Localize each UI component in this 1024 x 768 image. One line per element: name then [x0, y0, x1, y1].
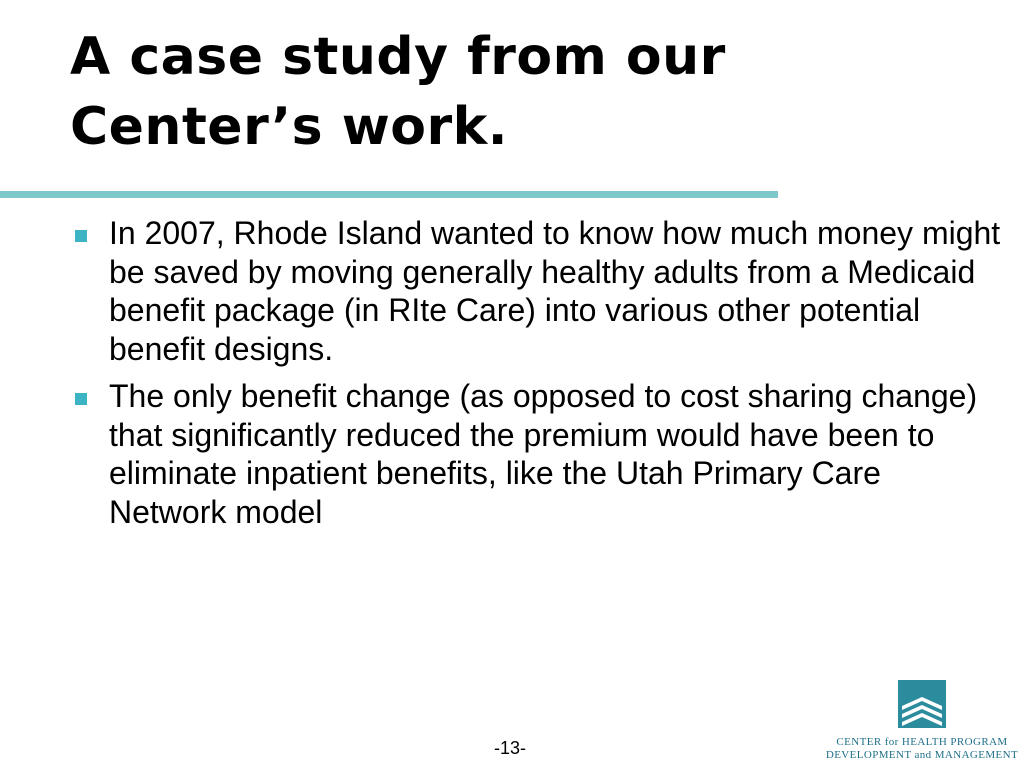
- bullet-item: [72, 377, 1007, 531]
- slide-title: [70, 22, 970, 162]
- logo-text-line-1: CENTER for HEALTH PROGRAM: [836, 736, 1008, 748]
- building-columns-icon: [898, 680, 946, 728]
- square-bullet-icon: [75, 393, 87, 405]
- organization-logo: [824, 680, 1020, 764]
- page-number: -13-: [493, 738, 526, 758]
- logo-text-line-2: DEVELOPMENT and MANAGEMENT: [825, 749, 1019, 761]
- bullet-text: The only benefit change (as opposed to cost sharing change) that significantly reduced the premium would have been to eliminate inpatient benefits, like the Utah Primary Care Network model: [109, 378, 978, 530]
- bullet-list: [72, 214, 1007, 540]
- slide-title-line-2: Center’s work.: [70, 97, 508, 157]
- slide-title-line-1: A case study from our: [70, 27, 726, 87]
- square-bullet-icon: [75, 230, 87, 242]
- bullet-item: [72, 214, 1007, 368]
- title-divider: [0, 191, 778, 198]
- bullet-text: In 2007, Rhode Island wanted to know how much money might be saved by moving generally healthy adults from a Medicaid benefit package (in RIte Care) into various other potential benefit designs.: [109, 215, 1001, 367]
